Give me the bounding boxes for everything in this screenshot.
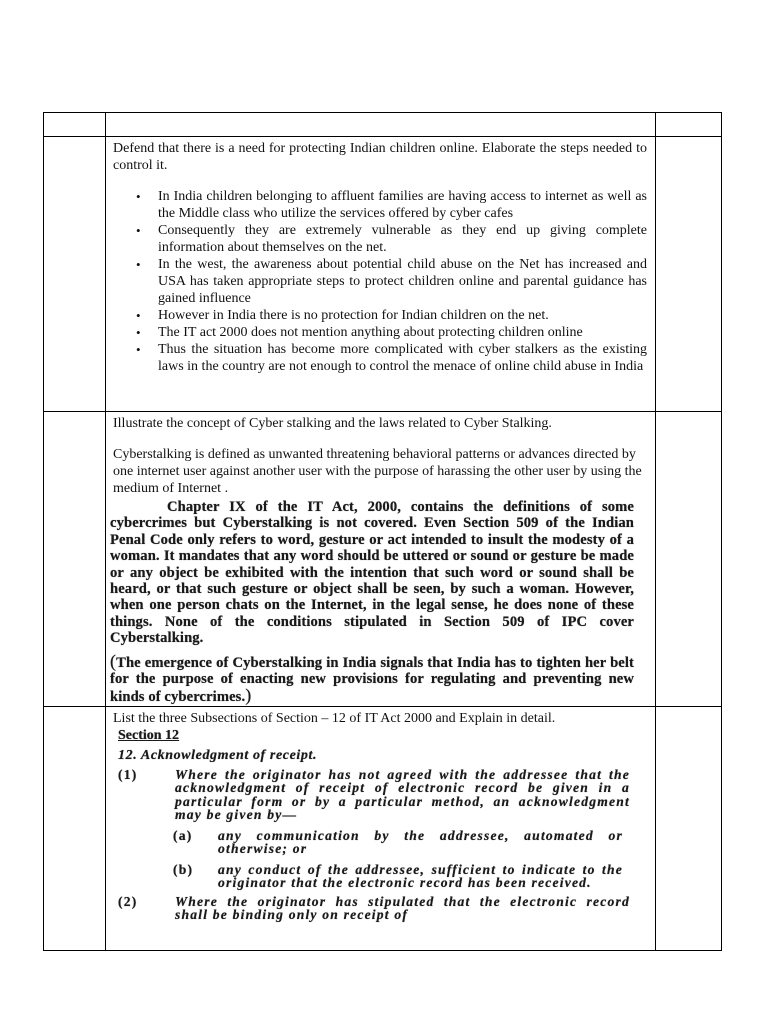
answer-bullet-list: [113, 188, 647, 375]
definition-paragraph: Cyberstalking is defined as unwanted threatening behavioral patterns or advances directed by one internet user against another user with the purpose of harassing the other user by using the medium of Internet .: [113, 447, 642, 496]
table-row: [44, 412, 722, 707]
row-number-cell: [44, 706, 106, 950]
question-table: [43, 112, 722, 951]
marks-cell: [656, 412, 722, 707]
header-cell-marks: [656, 113, 722, 137]
list-item: • In the west, the awareness about potential child abuse on the Net has increased and USA has taken appropriate steps to protect children online and parental guidance has gained influence: [158, 256, 647, 307]
header-cell-number: [44, 113, 106, 137]
question-cell: [106, 412, 656, 707]
list-item: • Consequently they are extremely vulnerable as they end up giving complete information about themselves on the net.: [158, 222, 647, 256]
marks-cell: [656, 706, 722, 950]
table-row: [44, 706, 722, 950]
question-text: List the three Subsections of Section – 12 of IT Act 2000 and Explain in detail.: [113, 710, 556, 726]
excerpt-paragraph: Chapter IX of the IT Act, 2000, contains the definitions of some cybercrimes but Cyberstalking is not covered. Even Section 509 of the Indian Penal Code only refers to word, gesture or act intended to insult the modesty of a woman. It mandates that any word should be uttered or sound or gesture be made or any object be exhibited with the intention that such word or sound shall be heard, or that such gesture or object shall be seen, by such a woman. However, when one person chats on the Internet, in the legal sense, he does none of these things. None of the conditions stipulated in Section 509 of IPC cover Cyberstalking.: [110, 499, 634, 647]
question-text: Defend that there is a need for protecting Indian children online. Elaborate the steps needed to control it.: [113, 141, 647, 173]
clause-b: (b) any conduct of the addressee, sufficient to indicate to the originator that the electronic record has been received.: [173, 861, 623, 891]
clause-a: (a) any communication by the addressee, automated or otherwise; or: [173, 827, 623, 857]
row-number-cell: [44, 412, 106, 707]
list-item: • In India children belonging to affluent families are having access to internet as well as the Middle class who utilize the services offered by cyber cafes: [158, 188, 647, 222]
section-title: 12. Acknowledgment of receipt.: [118, 747, 318, 763]
row-number-cell: [44, 137, 106, 412]
table-row: [44, 137, 722, 412]
subsection-1: (1) Where the originator has not agreed with the addressee that the acknowledgment of receipt of electronic record be given in a particular form or by a particular method, an acknowledgment may be given by—: [118, 766, 630, 823]
question-text: Illustrate the concept of Cyber stalking and the laws related to Cyber Stalking.: [113, 416, 552, 431]
excerpt-conclusion: (The emergence of Cyberstalking in India signals that India has to tighten her belt for the purpose of enacting new provisions for regulating and preventing new kinds of cybercrimes.): [110, 650, 634, 706]
scanned-excerpt-cyberstalking: [110, 499, 634, 706]
subsection-2: (2) Where the originator has stipulated that the electronic record shall be binding only on receipt of: [118, 893, 630, 923]
scanned-excerpt-section-12: [113, 727, 637, 922]
list-item: • Thus the situation has become more complicated with cyber stalkers as the existing laws in the country are not enough to control the menace of online child abuse in India: [158, 341, 647, 375]
question-cell: [106, 706, 656, 950]
list-item: • However in India there is no protection for Indian children on the net.: [158, 307, 647, 324]
list-item: • The IT act 2000 does not mention anything about protecting children online: [158, 324, 647, 341]
header-cell-question: [106, 113, 656, 137]
question-cell: [106, 137, 656, 412]
table-header-row: [44, 113, 722, 137]
marks-cell: [656, 137, 722, 412]
section-heading: Section 12: [118, 727, 180, 743]
